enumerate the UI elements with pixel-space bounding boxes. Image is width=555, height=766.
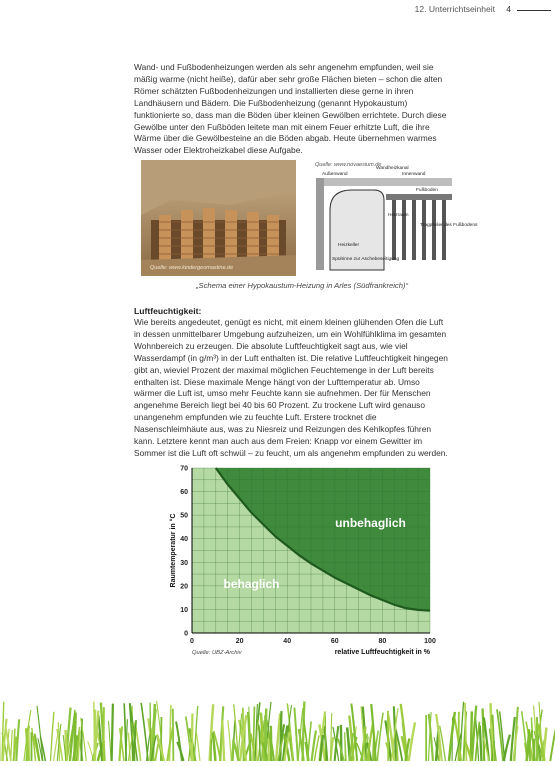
y-tick-label: 70 [180, 466, 188, 473]
grass-blade [170, 705, 171, 761]
y-tick-label: 10 [180, 607, 188, 614]
svg-text:Spülrinne zur Aschebeseitigung: Spülrinne zur Aschebeseitigung [332, 256, 400, 262]
grass-blade [550, 725, 555, 761]
y-tick-label: 50 [180, 513, 188, 520]
y-tick-label: 60 [180, 489, 188, 496]
svg-text:Fußboden: Fußboden [416, 187, 438, 193]
x-tick-label: 20 [236, 638, 244, 645]
y-tick-label: 20 [180, 583, 188, 590]
svg-text:Tragpfeiler des Fußbodens: Tragpfeiler des Fußbodens [420, 222, 478, 228]
grass-blade [196, 732, 200, 761]
page-number: 4 [506, 4, 511, 14]
intro-paragraph: Wand- und Fußbodenheizungen werden als sehr angenehm empfunden, weil sie mäßig warme (nicht heiße), dafür aber sehr große Flächen bieten – schon die alten Römer schätzten Fußbodenheizungen und installierten diese gerne in ihren Landhäusern und Bädern. Die Fußbodenheizung (genannt Hypokaustum) funktionierte so, dass man die Böden über kleinen Gewölben errichtete. Durch diese Gewölbe unter den Fußböden leitete man mit einem Feuer erhitzte Luft, die ihre Wärme über die Gewölbesteine an die Böden abgab. Heute übernehmen warmes Wasser oder Elektroheizkabel diese Aufgabe. [134, 62, 450, 157]
grass-blade [294, 708, 297, 761]
grass-footer [0, 699, 555, 761]
hypocaust-schema [312, 160, 456, 276]
grass-blade [308, 721, 312, 761]
region-label-comfortable: behaglich [223, 577, 279, 591]
y-axis-label: Raumtemperatur in °C [169, 514, 177, 588]
hypocaust-photo [141, 160, 296, 276]
grass-blade [141, 703, 148, 761]
chapter-title: 12. Unterrichtseinheit [415, 4, 495, 14]
schema-source: Quelle: www.novaesium.de [315, 162, 381, 168]
figure-caption: „Schema einer Hypokaustum-Heizung in Arles (Südfrankreich)“ [134, 281, 470, 290]
grass-blade [280, 711, 281, 761]
grass-blade [150, 703, 151, 761]
grass-blade [112, 704, 113, 761]
x-tick-label: 80 [379, 638, 387, 645]
grass-blade [155, 741, 159, 761]
grass-blade [176, 722, 182, 761]
grass-blade [222, 720, 224, 761]
section-heading: Luftfeuchtigkeit: [134, 306, 201, 316]
grass-blade [504, 735, 510, 761]
comfort-chart [162, 460, 462, 660]
grass-blade [345, 732, 346, 761]
grass-blade [161, 717, 162, 761]
x-tick-label: 40 [283, 638, 291, 645]
svg-text:Heizkeller: Heizkeller [338, 242, 359, 248]
page-header [0, 4, 555, 20]
grass-blade [377, 713, 383, 761]
svg-text:Außenwand: Außenwand [322, 171, 348, 177]
grass-blade [124, 703, 126, 761]
grass-blade [228, 720, 232, 761]
grass-blade [480, 726, 482, 761]
y-tick-label: 40 [180, 536, 188, 543]
x-tick-label: 0 [190, 638, 194, 645]
grass-blade [16, 719, 19, 761]
svg-text:Wandheizkanal: Wandheizkanal [376, 165, 409, 171]
grass-blade [51, 712, 54, 761]
photo-credit: Quelle: www.kindergeomastine.de [150, 265, 233, 271]
comfort-chart-svg [162, 460, 462, 660]
chart-source: Quelle: UBZ-Archiv [192, 650, 243, 656]
grass-blade [483, 708, 485, 761]
x-tick-label: 100 [424, 638, 436, 645]
grass-blade [341, 725, 342, 761]
svg-text:Heizraum: Heizraum [388, 212, 409, 218]
grass-blade [173, 709, 174, 761]
grass-blade [261, 713, 264, 761]
grass-blade [194, 706, 197, 761]
x-tick-label: 60 [331, 638, 339, 645]
svg-text:Innenwand: Innenwand [402, 171, 426, 177]
header-rule [517, 10, 551, 11]
grass-blade [232, 743, 233, 761]
x-axis-label: relative Luftfeuchtigkeit in % [335, 649, 431, 656]
y-tick-label: 0 [184, 631, 188, 638]
y-tick-label: 30 [180, 560, 188, 567]
region-label-uncomfortable: unbehaglich [335, 516, 406, 530]
humidity-paragraph: Wie bereits angedeutet, genügt es nicht, mit einem kleinen glühenden Ofen die Luft in dessen unmittelbarer Umgebung aufzuheizen, um ein Wohlfühlklima im gesamten Wohnbereich zu erzeugen. Die absolute Luftfeuchtigkeit sagt aus, wie viel Wasserdampf (in g/m³) in der Luft enthalten ist. Die relative Luftfeuchtigkeit hingegen gibt an, wieviel Prozent der maximal möglichen Feuchtemenge in der Luft bereits enthalten ist. Diese maximale Menge hängt von der Lufttemperatur ab. Umso wärmer die Luft ist, umso mehr Feuchte kann sie aufnehmen. Der für Menschen angenehme Bereich liegt bei 40 bis 60 Prozent. Zu trockene Luft wird genauso unangenehm empfunden wie zu feuchte Luft. Erstere trocknet die Nasenschleimhäute aus, was zu Niesreiz und Reizungen des Kehlkopfes führen kann. Letztere kennt man auch aus dem Freien: Knapp vor einem Gewitter im Sommer ist die Luft oft schwül – zu feucht, um als angenehm empfunden zu werden. [134, 317, 450, 460]
